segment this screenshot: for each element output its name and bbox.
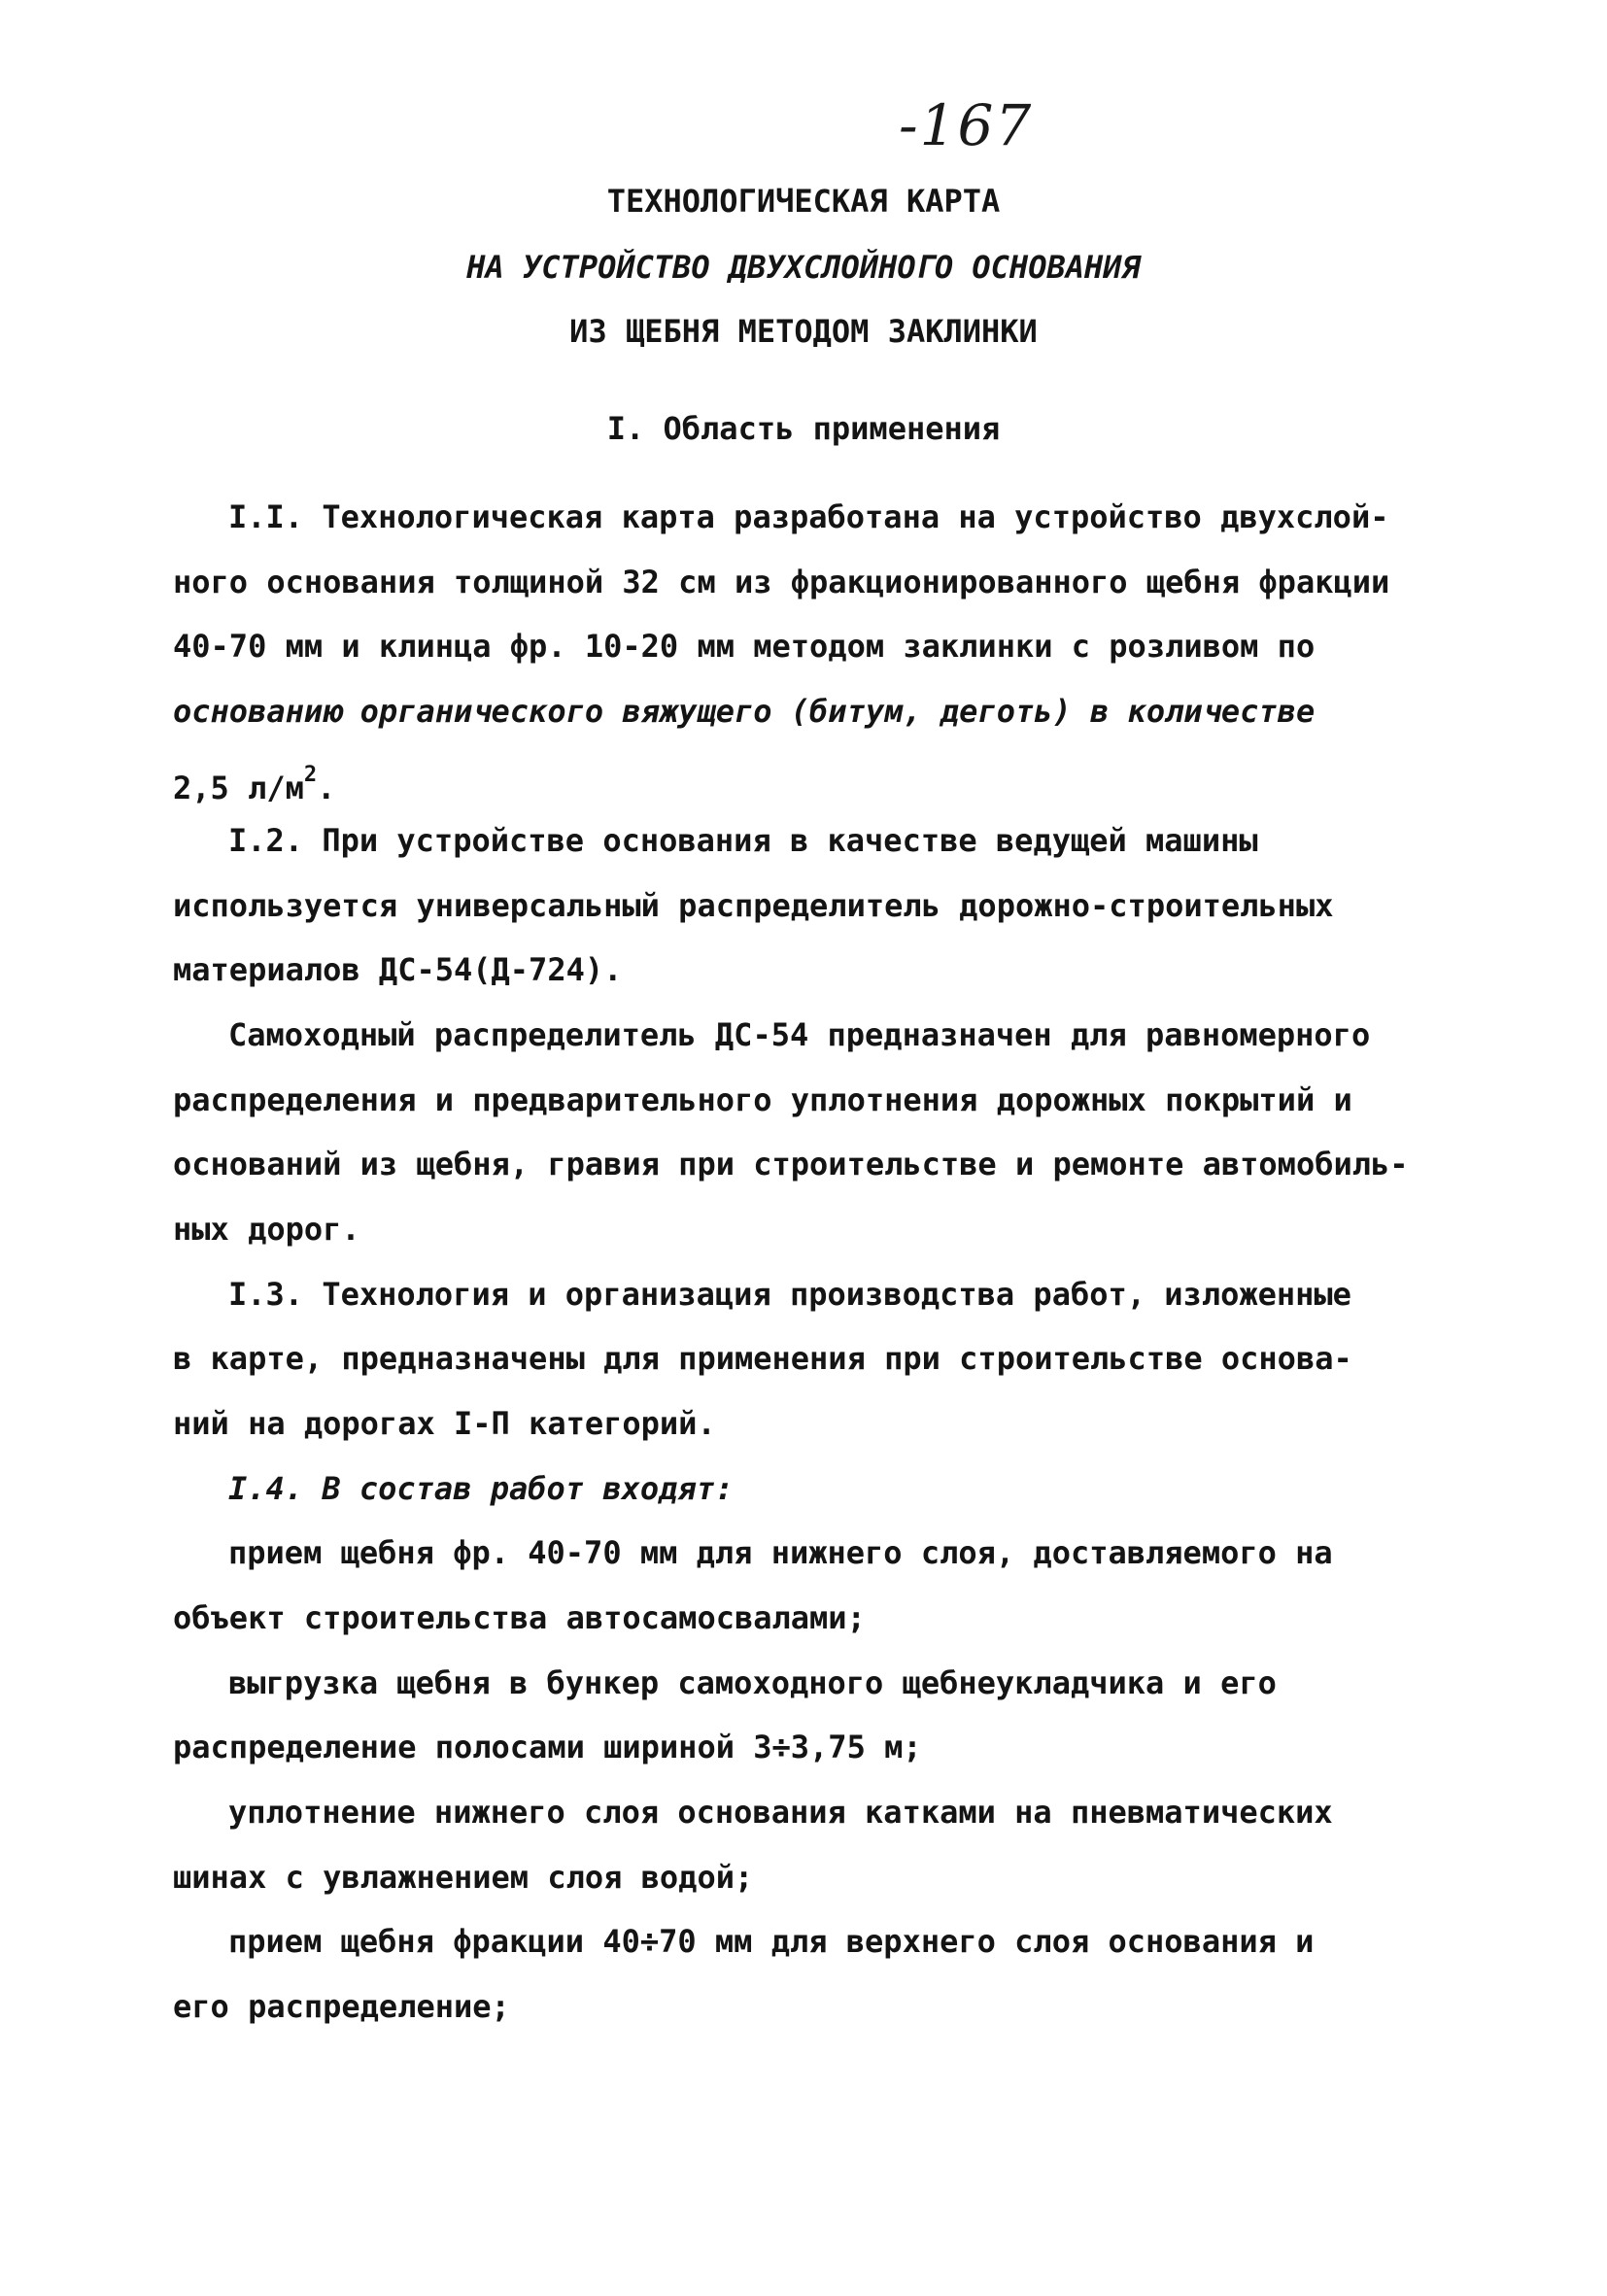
text-line: распределения и предварительного уплотнения дорожных покрытий и	[173, 1081, 1352, 1118]
text-line: основанию органического вяжущего (битум, деготь) в количестве	[173, 693, 1316, 730]
text-line: I.2. При устройстве основания в качестве ведущей машины	[228, 822, 1258, 859]
text-line: материалов ДС-54(Д-724).	[173, 951, 623, 988]
text-line: Самоходный распределитель ДС-54 предназначен для равномерного	[228, 1016, 1371, 1053]
text-line: I.4. В состав работ входят:	[228, 1470, 735, 1507]
text-line: его распределение;	[173, 1988, 510, 2025]
section-heading: I. Область применения	[606, 410, 1001, 447]
text-line: распределение полосами шириной 3÷3,75 м;	[173, 1729, 922, 1765]
text-line: объект строительства автосамосвалами;	[173, 1599, 866, 1636]
document-title-line-1: ТЕХНОЛОГИЧЕСКАЯ КАРТА	[606, 183, 1001, 220]
document-title-line-2: НА УСТРОЙСТВО ДВУХСЛОЙНОГО ОСНОВАНИЯ	[466, 249, 1141, 286]
text-line: оснований из щебня, гравия при строительстве и ремонте автомобиль-	[173, 1146, 1409, 1182]
text-line: прием щебня фр. 40-70 мм для нижнего слоя, доставляемого на	[228, 1534, 1333, 1571]
text-line: ного основания толщиной 32 см из фракционированного щебня фракции	[173, 564, 1390, 600]
document-title-line-3: ИЗ ЩЕБНЯ МЕТОДОМ ЗАКЛИНКИ	[569, 313, 1038, 350]
line-suffix: .	[317, 770, 336, 806]
text-line: I.I. Технологическая карта разработана на устройство двухслой-	[228, 498, 1389, 535]
text-line: ных дорог.	[173, 1211, 360, 1248]
text-line: прием щебня фракции 40÷70 мм для верхнего слоя основания и	[228, 1923, 1315, 1960]
text-line: выгрузка щебня в бункер самоходного щебнеукладчика и его	[228, 1664, 1277, 1701]
text-line: в карте, предназначены для применения при строительстве основа-	[173, 1340, 1352, 1377]
text-line: уплотнение нижнего слоя основания катками на пневматических	[228, 1794, 1333, 1831]
page-number: -167	[899, 92, 1034, 158]
text-line: ний на дорогах I-П категорий.	[173, 1405, 716, 1442]
text-line: 40-70 мм и клинца фр. 10-20 мм методом заклинки с розливом по	[173, 628, 1316, 665]
line-text: 2,5 л/м	[173, 770, 304, 806]
text-line: используется универсальный распределитель дорожно-строительных	[173, 887, 1334, 924]
text-line	[173, 756, 335, 807]
text-line: шинах с увлажнением слоя водой;	[173, 1859, 754, 1896]
text-line: I.3. Технология и организация производства работ, изложенные	[228, 1276, 1351, 1313]
superscript: 2	[303, 763, 318, 787]
